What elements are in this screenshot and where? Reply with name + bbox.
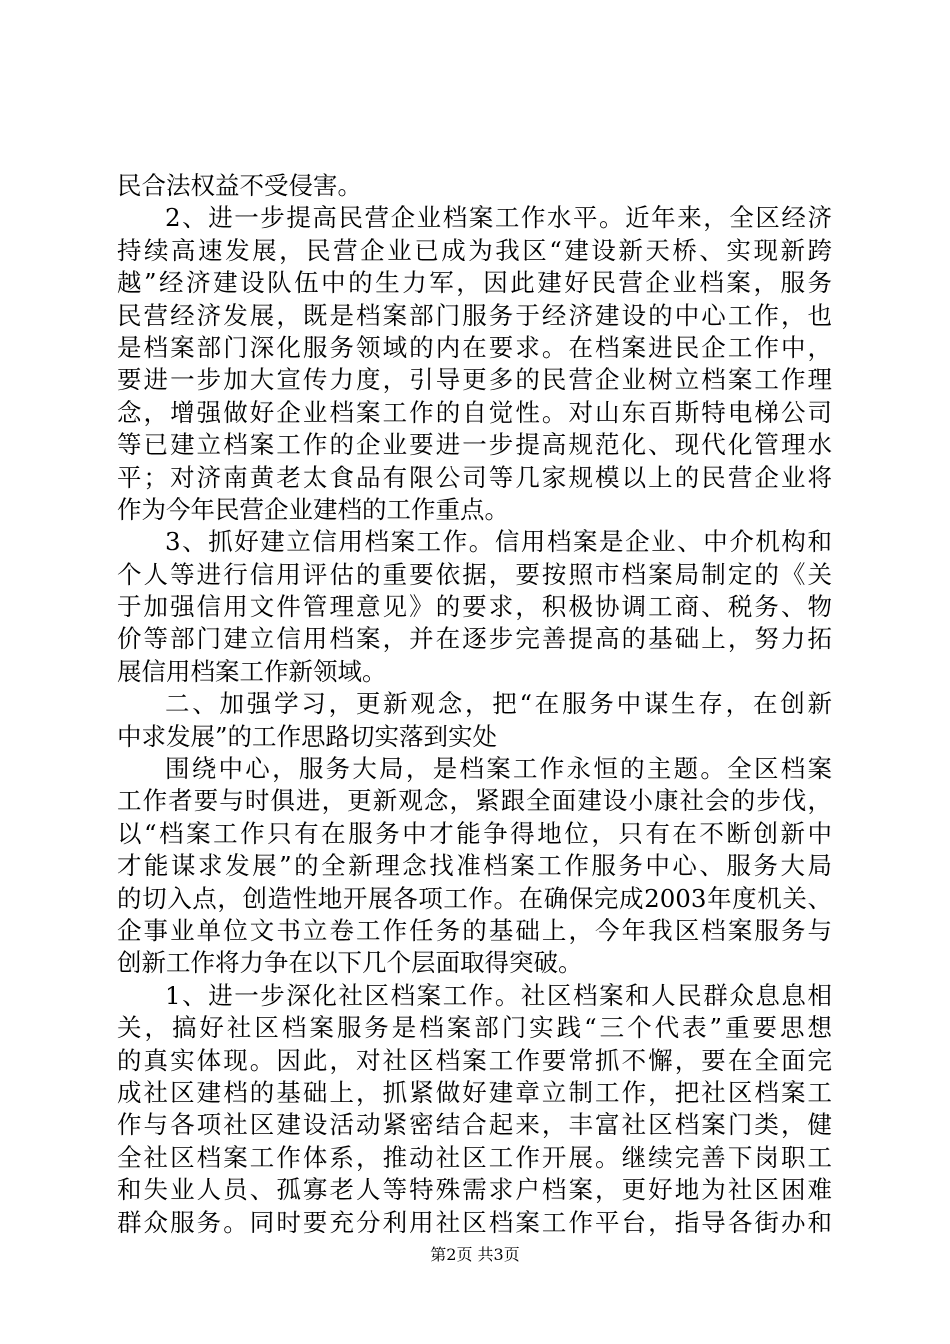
text-line: 的切入点，创造性地开展各项工作。在确保完成2003年度机关、 (117, 883, 832, 913)
text-line: 民合法权益不受侵害。 (117, 171, 362, 200)
text-line: 越”经济建设队伍中的生力军，因此建好民营企业档案，服务 (117, 268, 832, 298)
text-line: 群众服务。同时要充分利用社区档案工作平台，指导各街办和 (117, 1207, 832, 1237)
text-line: 作与各项社区建设活动紧密结合起来，丰富社区档案门类，健 (117, 1110, 832, 1140)
text-line: 3、抓好建立信用档案工作。信用档案是企业、中介机构和 (165, 527, 832, 557)
text-line: 工作者要与时俱进，更新观念，紧跟全面建设小康社会的步伐， (117, 786, 832, 816)
text-line: 二、加强学习，更新观念，把“在服务中谋生存，在创新 (165, 689, 832, 719)
text-line: 以“档案工作只有在服务中才能争得地位，只有在不断创新中 (117, 818, 832, 848)
text-line: 全社区档案工作体系，推动社区工作开展。继续完善下岗职工 (117, 1142, 832, 1172)
text-line: 展信用档案工作新领域。 (117, 656, 387, 686)
text-line: 2、进一步提高民营企业档案工作水平。近年来，全区经济 (165, 203, 832, 233)
text-line: 作为今年民营企业建档的工作重点。 (117, 494, 509, 524)
text-line: 的真实体现。因此，对社区档案工作要常抓不懈，要在全面完 (117, 1045, 832, 1075)
text-line: 民营经济发展，既是档案部门服务于经济建设的中心工作，也 (117, 300, 832, 330)
text-line: 于加强信用文件管理意见》的要求，积极协调工商、税务、物 (117, 592, 832, 622)
text-line: 才能谋求发展”的全新理念找准档案工作服务中心、服务大局 (117, 851, 832, 881)
text-line: 围绕中心，服务大局，是档案工作永恒的主题。全区档案 (165, 754, 832, 784)
text-line: 成社区建档的基础上，抓紧做好建章立制工作，把社区档案工 (117, 1077, 832, 1107)
text-line: 1、进一步深化社区档案工作。社区档案和人民群众息息相 (165, 980, 832, 1010)
text-line: 要进一步加大宣传力度，引导更多的民营企业树立档案工作理 (117, 365, 832, 395)
text-line: 持续高速发展，民营企业已成为我区“建设新天桥、实现新跨 (117, 235, 832, 265)
text-line: 创新工作将力争在以下几个层面取得突破。 (117, 948, 583, 978)
text-line: 企事业单位文书立卷工作任务的基础上，今年我区档案服务与 (117, 915, 832, 945)
text-line: 念，增强做好企业档案工作的自觉性。对山东百斯特电梯公司 (117, 397, 832, 427)
text-line: 等已建立档案工作的企业要进一步提高规范化、现代化管理水 (117, 430, 832, 460)
text-line: 是档案部门深化服务领域的内在要求。在档案进民企工作中， (117, 332, 832, 362)
text-line: 价等部门建立信用档案，并在逐步完善提高的基础上，努力拓 (117, 624, 832, 654)
document-body (117, 170, 832, 1239)
text-line: 中求发展”的工作思路切实落到实处 (117, 721, 498, 751)
text-line: 关，搞好社区档案服务是档案部门实践“三个代表”重要思想 (117, 1013, 832, 1043)
text-line: 和失业人员、孤寡老人等特殊需求户档案，更好地为社区困难 (117, 1175, 832, 1205)
page-footer: 第2页 共3页 (430, 1245, 520, 1264)
text-line: 个人等进行信用评估的重要依据，要按照市档案局制定的《关 (117, 559, 832, 589)
text-line: 平；对济南黄老太食品有限公司等几家规模以上的民营企业将 (117, 462, 832, 492)
